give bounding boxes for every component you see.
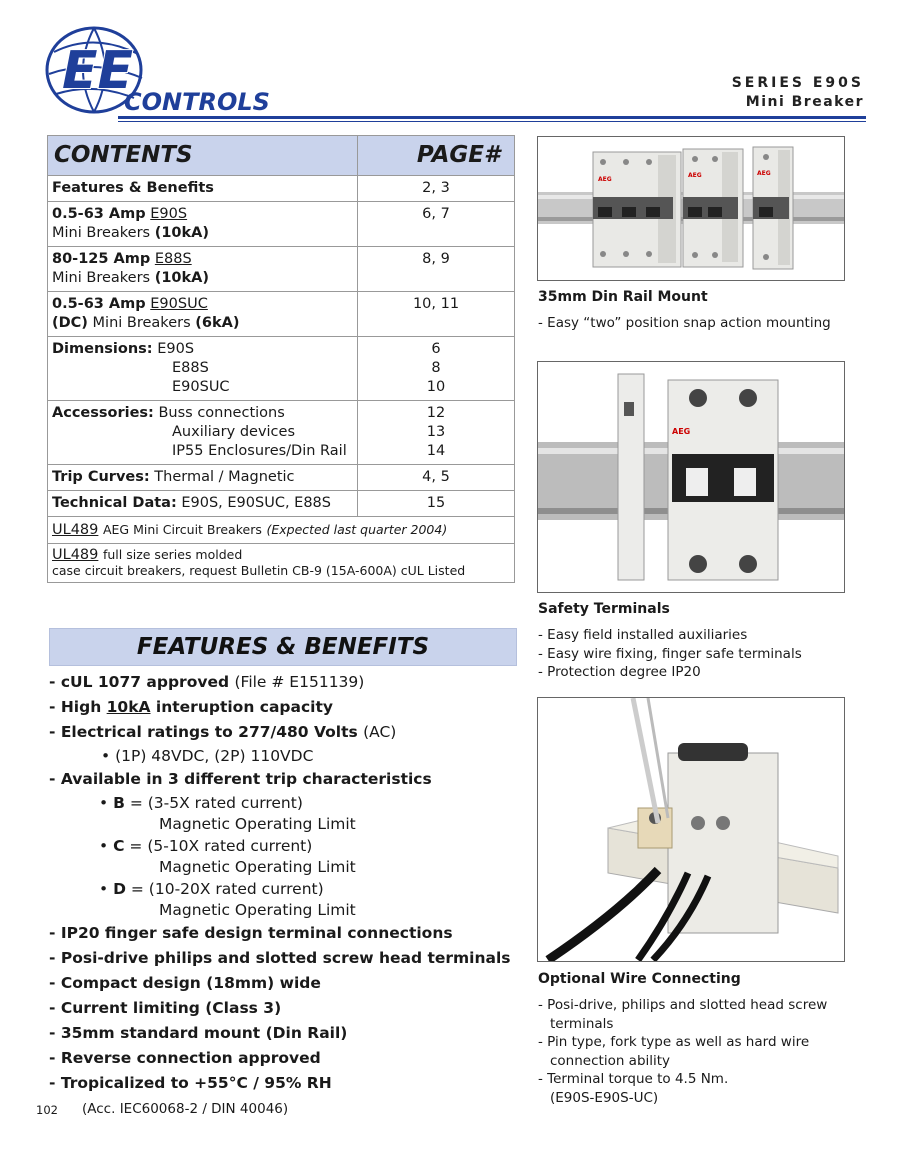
- table-row: [48, 292, 515, 337]
- row-text: case circuit breakers, request Bulletin CB-9 (15A-600A) cUL Listed: [52, 563, 466, 578]
- contents-table: [47, 135, 515, 583]
- row-amp: 80-125 Amp: [52, 251, 151, 267]
- row-text: Thermal / Magnetic: [154, 469, 295, 485]
- trip-range: = (3-5X rated current): [129, 794, 303, 812]
- bullets-din-rail: [538, 314, 838, 333]
- acc-item: Buss connections: [158, 405, 285, 421]
- acc-item: Auxiliary devices: [172, 424, 295, 440]
- table-row: [48, 337, 515, 401]
- feature-text: - High: [49, 698, 107, 716]
- list-item: [49, 695, 529, 720]
- acc-item: IP55 Enclosures/Din Rail: [172, 443, 347, 459]
- row-amp: 0.5-63 Amp: [52, 296, 146, 312]
- row-label: Technical Data:: [52, 495, 177, 511]
- row-page: 8, 9: [358, 247, 515, 292]
- row-label: Accessories:: [52, 405, 154, 421]
- series-title: [732, 74, 864, 112]
- row-dc: (DC): [52, 315, 88, 331]
- caption-din-rail: 35mm Din Rail Mount: [538, 289, 708, 305]
- row-page: 4, 5: [358, 465, 515, 491]
- header-rule: [118, 116, 866, 119]
- page-heading: PAGE#: [358, 136, 515, 176]
- row-page: 2, 3: [358, 176, 515, 202]
- trip-range: = (5-10X rated current): [129, 837, 313, 855]
- row-note: (Expected last quarter 2004): [266, 522, 448, 537]
- row-text: full size series molded: [102, 547, 243, 562]
- feature-text: interuption capacity: [150, 698, 333, 716]
- feature-text: - cUL 1077 approved: [49, 673, 230, 691]
- table-row: [48, 544, 515, 583]
- ee-controls-logo: [42, 22, 312, 122]
- row-page: 6: [431, 341, 441, 357]
- row-page: 6, 7: [358, 202, 515, 247]
- list-item: - Compact design (18mm) wide: [49, 974, 321, 992]
- trip-letter: C: [113, 837, 125, 855]
- ul489-link[interactable]: UL489: [52, 547, 99, 563]
- feature-note: (File # E151139): [234, 673, 365, 691]
- list-item: - Current limiting (Class 3): [49, 999, 282, 1017]
- list-item: (E90S-E90S-UC): [550, 1089, 659, 1106]
- table-row: [48, 202, 515, 247]
- trip-letter: D: [113, 880, 126, 898]
- list-item: - Easy field installed auxiliaries: [538, 627, 748, 643]
- row-page: 12: [426, 405, 446, 421]
- row-page: 10: [426, 379, 446, 395]
- list-item: - 35mm standard mount (Din Rail): [49, 1024, 348, 1042]
- caption-safety-terminals: Safety Terminals: [538, 601, 670, 617]
- table-row: [48, 491, 515, 517]
- dim-item: E88S: [172, 360, 209, 376]
- list-item: Magnetic Operating Limit: [159, 901, 356, 919]
- list-item: • B = (3-5X rated current): [99, 794, 303, 812]
- logo-word: CONTROLS: [124, 88, 270, 116]
- list-item: - Easy wire fixing, finger safe terminals: [538, 645, 802, 662]
- list-item: - Reverse connection approved: [49, 1049, 321, 1067]
- list-item: - Easy “two” position snap action mounting: [538, 315, 831, 331]
- row-page: 8: [431, 360, 441, 376]
- table-row: [48, 517, 515, 544]
- row-page: 15: [358, 491, 515, 517]
- row-rating: (6kA): [195, 315, 240, 331]
- series-name: SERIES E90S: [731, 75, 864, 91]
- list-item: • D = (10-20X rated current): [99, 880, 324, 898]
- trip-letter: B: [113, 794, 125, 812]
- row-page: 10, 11: [358, 292, 515, 337]
- row-desc: Mini Breakers: [92, 315, 191, 331]
- list-item: - Available in 3 different trip characteristics: [49, 770, 432, 788]
- table-row: [48, 247, 515, 292]
- list-item: [49, 720, 529, 745]
- aeg-label: AEG: [672, 427, 691, 436]
- dim-item: E90S: [157, 341, 195, 357]
- list-item: [49, 670, 529, 695]
- row-page: 14: [426, 443, 446, 459]
- list-item: - Tropicalized to +55°C / 95% RH: [49, 1074, 332, 1092]
- row-label: Dimensions:: [52, 341, 153, 357]
- logo-letters: EE: [62, 41, 134, 101]
- acc-note: (Acc. IEC60068-2 / DIN 40046): [82, 1101, 289, 1117]
- table-row: [48, 465, 515, 491]
- row-amp: 0.5-63 Amp: [52, 206, 146, 222]
- list-item: - Terminal torque to 4.5 Nm.: [538, 1071, 729, 1087]
- bullets-safety-terminals: [538, 626, 848, 682]
- list-item: Magnetic Operating Limit: [159, 815, 356, 833]
- contents-header-row: [48, 136, 515, 176]
- list-item: - Posi-drive philips and slotted screw head terminals: [49, 949, 511, 967]
- row-text: AEG Mini Circuit Breakers: [102, 522, 262, 537]
- list-item: - Pin type, fork type as well as hard wire connection ability: [538, 1034, 810, 1069]
- aeg-label: AEG: [598, 176, 612, 183]
- list-item: • (1P) 48VDC, (2P) 110VDC: [101, 747, 314, 765]
- row-page: 13: [426, 424, 446, 440]
- aeg-label: AEG: [757, 170, 771, 177]
- row-rating: (10kA): [154, 270, 210, 286]
- list-item: Magnetic Operating Limit: [159, 858, 356, 876]
- feature-underlined: 10kA: [106, 698, 151, 716]
- row-desc: Mini Breakers: [52, 270, 151, 286]
- aeg-label: AEG: [688, 172, 702, 179]
- row-rating: (10kA): [154, 225, 210, 241]
- e90suc-link[interactable]: E90SUC: [150, 296, 208, 312]
- list-item: - Posi-drive, philips and slotted head screw terminals: [538, 997, 828, 1032]
- row-desc: Mini Breakers: [52, 225, 151, 241]
- dim-item: E90SUC: [172, 379, 230, 395]
- ul489-link[interactable]: UL489: [52, 522, 99, 538]
- e88s-link[interactable]: E88S: [154, 251, 192, 267]
- row-text: E90S, E90SUC, E88S: [181, 495, 331, 511]
- list-item: - Protection degree IP20: [538, 664, 701, 680]
- list-item: - IP20 finger safe design terminal connections: [49, 924, 453, 942]
- feature-note: (AC): [363, 723, 397, 741]
- row-label: Features & Benefits: [52, 180, 214, 196]
- din-rail-photo: [537, 136, 845, 281]
- features-heading: FEATURES & BENEFITS: [49, 628, 517, 666]
- page-number: 102: [36, 1103, 58, 1117]
- row-label: Trip Curves:: [52, 469, 150, 485]
- table-row: [48, 401, 515, 465]
- list-item: • C = (5-10X rated current): [99, 837, 313, 855]
- contents-heading: CONTENTS: [48, 136, 358, 176]
- e90s-link[interactable]: E90S: [150, 206, 188, 222]
- safety-terminals-photo: [537, 361, 845, 593]
- features-list: [49, 670, 529, 1096]
- series-subtitle: Mini Breaker: [745, 94, 864, 110]
- table-row: [48, 176, 515, 202]
- trip-range: = (10-20X rated current): [130, 880, 324, 898]
- bullets-wire-connecting: [538, 996, 848, 1107]
- wire-connecting-photo: [537, 697, 845, 962]
- header-rule-thin: [118, 121, 866, 122]
- caption-wire-connecting: Optional Wire Connecting: [538, 971, 741, 987]
- feature-text: - Electrical ratings to 277/480 Volts: [49, 723, 358, 741]
